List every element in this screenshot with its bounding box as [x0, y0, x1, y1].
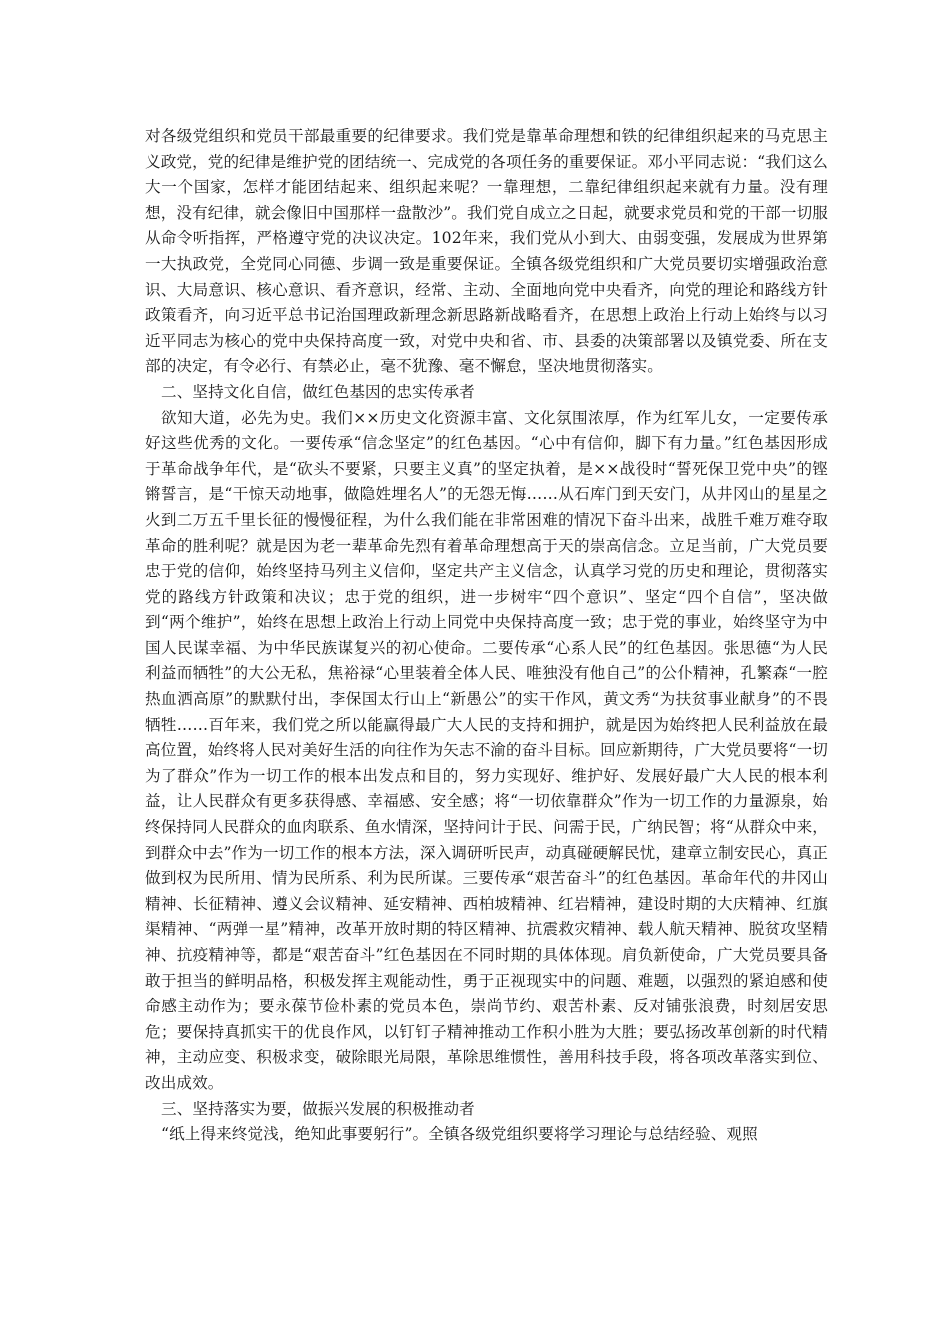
document-page: [145, 124, 828, 1148]
paragraph-practice: “纸上得来终觉浅，绝知此事要躬行”。全镇各级党组织要将学习理论与总结经验、观照: [161, 1125, 758, 1144]
paragraph-discipline: 对各级党组织和党员干部最重要的纪律要求。我们党是靠革命理想和铁的纪律组织起来的马克思主义政党，党的纪律是维护党的团结统一、完成党的各项任务的重要保证。邓小平同志说：“我们这么大一个国家，怎样才能团结起来、组织起来呢？一靠理想，二靠纪律组织起来就有力量。没有理想，没有纪律，就会像旧中国那样一盘散沙”。我们党自成立之日起，就要求党员和党的干部一切服从命令听指挥，严格遵守党的决议决定。102年来，我们党从小到大、由弱变强，发展成为世界第一大执政党，全党同心同德、步调一致是重要保证。全镇各级党组织和广大党员要切实增强政治意识、大局意识、核心意识、看齐意识，经常、主动、全面地向党中央看齐，向党的理论和路线方针政策看齐，向习近平总书记治国理政新理念新思路新战略看齐，在思想上政治上行动上始终与以习近平同志为核心的党中央保持高度一致，对党中央和省、市、县委的决策部署以及镇党委、所在支部的决定，有令必行、有禁必止，毫不犹豫、毫不懈怠，坚决地贯彻落实。: [145, 127, 828, 376]
section-heading-cultural-confidence: 二、坚持文化自信，做红色基因的忠实传承者: [161, 382, 475, 401]
paragraph-red-genes: 欲知大道，必先为史。我们××历史文化资源丰富、文化氛围浓厚，作为红军儿女，一定要传承好这些优秀的文化。一要传承“信念坚定”的红色基因。“心中有信仰，脚下有力量。”红色基因形成于革命战争年代，是“砍头不要紧，只要主义真”的坚定执着，是××战役时“誓死保卫党中央”的铿锵誓言，是“干惊天动地事，做隐姓埋名人”的无怨无悔……从石库门到天安门，从井冈山的星星之火到二万五千里长征的慢慢征程，为什么我们能在非常困难的情况下奋斗出来，战胜千难万难夺取革命的胜利呢？就是因为老一辈革命先烈有着革命理想高于天的崇高信念。立足当前，广大党员要忠于党的信仰，始终坚持马列主义信仰，坚定共产主义信念，认真学习党的历史和理论，贯彻落实党的路线方针政策和决议；忠于党的组织，进一步树牢“四个意识”、坚定“四个自信”，坚决做到“两个维护”，始终在思想上政治上行动上同党中央保持高度一致；忠于党的事业，始终坚守为中国人民谋幸福、为中华民族谋复兴的初心使命。二要传承“心系人民”的红色基因。张思德“为人民利益而牺牲”的大公无私，焦裕禄“心里装着全体人民、唯独没有他自己”的公仆精神，孔繁森“一腔热血洒高原”的默默付出，李保国太行山上“新愚公”的实干作风，黄文秀“为扶贫事业献身”的不畏牺牲……百年来，我们党之所以能赢得最广大人民的支持和拥护，就是因为始终把人民利益放在最高位置，始终将人民对美好生活的向往作为矢志不渝的奋斗目标。回应新期待，广大党员要将“一切为了群众”作为一切工作的根本出发点和目的，努力实现好、维护好、发展好最广大人民的根本利益，让人民群众有更多获得感、幸福感、安全感；将“一切依靠群众”作为一切工作的力量源泉，始终保持同人民群众的血肉联系、鱼水情深，坚持问计于民、问需于民，广纳民智；将“从群众中来，到群众中去”作为一切工作的根本方法，深入调研听民声，动真碰硬解民忧，建章立制安民心，真正做到权为民所用、情为民所系、利为民所谋。三要传承“艰苦奋斗”的红色基因。革命年代的井冈山精神、长征精神、遵义会议精神、延安精神、西柏坡精神、红岩精神，建设时期的大庆精神、红旗渠精神、“两弹一星”精神，改革开放时期的特区精神、抗震救灾精神、载人航天精神、脱贫攻坚精神、抗疫精神等，都是“艰苦奋斗”红色基因在不同时期的具体体现。肩负新使命，广大党员要具备敢于担当的鲜明品格，积极发挥主观能动性，勇于正视现实中的问题、难题，以强烈的紧迫感和使命感主动作为；要永葆节俭朴素的党员本色，崇尚节约、艰苦朴素、反对铺张浪费，时刻居安思危；要保持真抓实干的优良作风，以钉钉子精神推动工作积小胜为大胜；要弘扬改革创新的时代精神，主动应变、积极求变，破除眼光局限，革除思维惯性，善用科技手段，将各项改革落实到位、改出成效。: [145, 408, 828, 1092]
section-heading-implementation: 三、坚持落实为要，做振兴发展的积极推动者: [161, 1099, 475, 1118]
